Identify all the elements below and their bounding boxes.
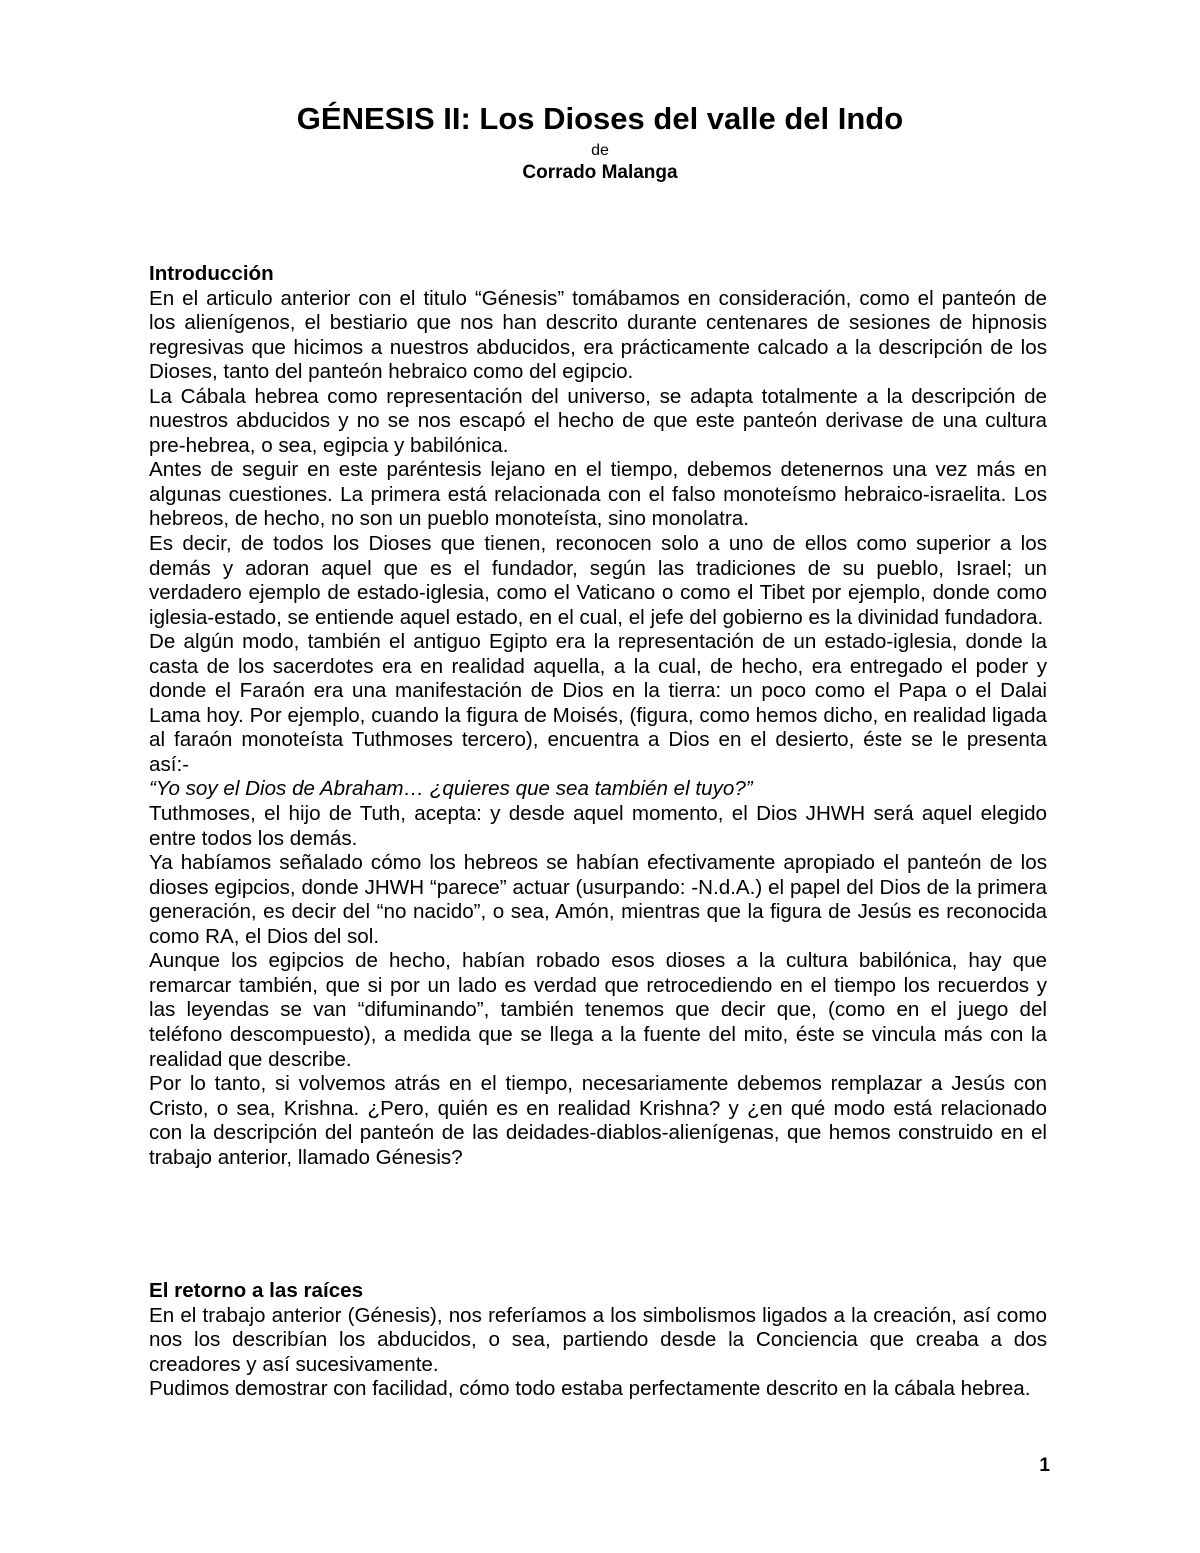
paragraph: De algún modo, también el antiguo Egipto era la representación de un estado-iglesia, donde la casta de los sacerdotes era en realidad aquella, a la cual, de hecho, era entregado el poder y donde el Faraón era una manifestación de Dios en la tierra: un poco como el Papa o el Dalai Lama hoy. Por ejemplo, cuando la figura de Moisés, (figura, como hemos dicho, en realidad ligada al faraón monoteísta Tuthmoses tercero), encuentra a Dios en el desierto, éste se le presenta así:- (149, 630, 1047, 776)
section-heading: El retorno a las raíces (149, 1279, 364, 1302)
page-number: 1 (1039, 1455, 1050, 1476)
byline: de (591, 142, 609, 159)
paragraph: Pudimos demostrar con facilidad, cómo todo estaba perfectamente descrito en la cábala hebrea. (149, 1377, 1031, 1401)
author-name: Corrado Malanga (522, 162, 678, 183)
paragraph: En el trabajo anterior (Génesis), nos referíamos a los simbolismos ligados a la creación, así como nos los describían los abducidos, o sea, partiendo desde la Conciencia que creaba a dos creadores y así sucesivamente. (149, 1303, 1047, 1376)
quote: “Yo soy el Dios de Abraham… ¿quieres que sea también el tuyo?” (149, 777, 753, 801)
section-introduccion (149, 262, 1047, 1170)
paragraph: Aunque los egipcios de hecho, habían robado esos dioses a la cultura babilónica, hay que remarcar también, que si por un lado es verdad que retrocediendo en el tiempo los recuerdos y las leyendas se van “difuminando”, también tenemos que decir que, (como en el juego del teléfono descompuesto), a medida que se llega a la fuente del mito, éste se vincula más con la realidad que describe. (149, 949, 1047, 1071)
section-heading: Introducción (149, 262, 274, 285)
paragraph: En el articulo anterior con el titulo “Génesis” tomábamos en consideración, como el panteón de los alienígenos, el bestiario que nos han descrito durante centenares de sesiones de hipnosis regresivas que hicimos a nuestros abducidos, era prácticamente calcado a la descripción de los Dioses, tanto del panteón hebraico como del egipcio. (149, 286, 1047, 384)
paragraph: Antes de seguir en este paréntesis lejano en el tiempo, debemos detenernos una vez más en algunas cuestiones. La primera está relacionada con el falso monoteísmo hebraico-israelita. Los hebreos, de hecho, no son un pueblo monoteísta, sino monolatra. (149, 458, 1047, 531)
paragraph: Es decir, de todos los Dioses que tienen, reconocen solo a uno de ellos como superior a los demás y adoran aquel que es el fundador, según las tradiciones de su pueblo, Israel; un verdadero ejemplo de estado-iglesia, como el Vaticano o como el Tibet por ejemplo, donde como iglesia-estado, se entiende aquel estado, en el cual, el jefe del gobierno es la divinidad fundadora. (149, 532, 1047, 629)
paragraph: Ya habíamos señalado cómo los hebreos se habían efectivamente apropiado el panteón de los dioses egipcios, donde JHWH “parece” actuar (usurpando: -N.d.A.) el papel del Dios de la primera generación, es decir del “no nacido”, o sea, Amón, mientras que la figura de Jesús es reconocida como RA, el Dios del sol. (149, 851, 1047, 948)
paragraph: Tuthmoses, el hijo de Tuth, acepta: y desde aquel momento, el Dios JHWH será aquel elegido entre todos los demás. (149, 802, 1047, 850)
paragraph: La Cábala hebrea como representación del universo, se adapta totalmente a la descripción de nuestros abducidos y no se nos escapó el hecho de que este panteón derivase de una cultura pre-hebrea, o sea, egipcia y babilónica. (149, 384, 1047, 457)
section-retorno-raices (149, 1279, 1047, 1402)
document-title: GÉNESIS II: Los Dioses del valle del Indo (296, 101, 904, 136)
paragraph: Por lo tanto, si volvemos atrás en el tiempo, necesariamente debemos remplazar a Jesús con Cristo, o sea, Krishna. ¿Pero, quién es en realidad Krishna? y ¿en qué modo está relacionado con la descripción del panteón de las deidades-diablos-alienígenas, que hemos construido en el trabajo anterior, llamado Génesis? (149, 1072, 1047, 1169)
